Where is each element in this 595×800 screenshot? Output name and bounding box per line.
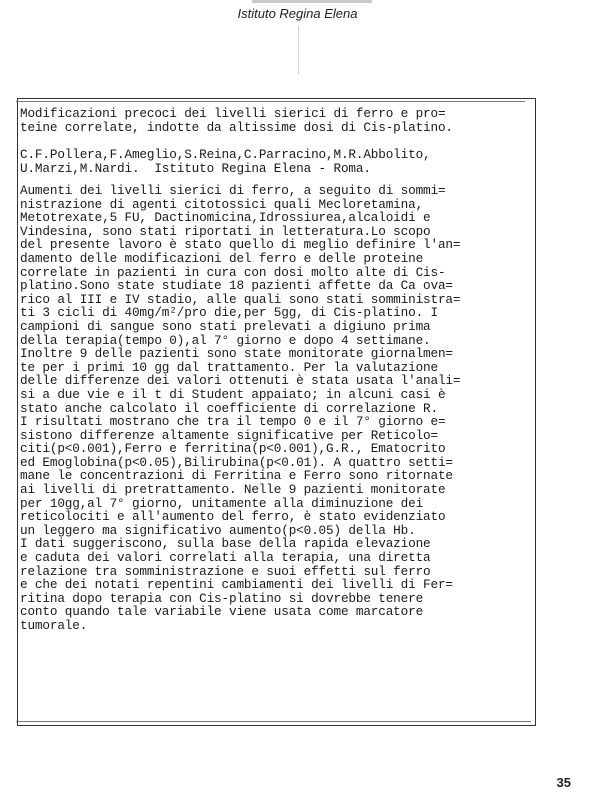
abstract-authors: C.F.Pollera,F.Ameglio,S.Reina,C.Parracino,M.R.Abbolito, U.Marzi,M.Nardi. Istituto Regina Elena - Roma. — [20, 147, 431, 176]
header-rule — [252, 0, 372, 3]
header-tick-mark — [298, 26, 299, 74]
abstract-title: Modificazioni precoci dei livelli sierici di ferro e pro= teine correlate, indotte da altissime dosi di Cis-platino. — [20, 106, 453, 135]
header-institute: Istituto Regina Elena — [237, 6, 358, 21]
abstract-body: Aumenti dei livelli sierici di ferro, a seguito di sommi= nistrazione di agenti citotossici quali Mecloretamina, Metotrexate,5 FU, Dactinomicina,Idrossiurea,alcaloidi e Vindesina, sono stati riportati in letteratura.Lo scopo del presente lavoro è stato quello di meglio definire l'an= damento delle modificazioni del ferro e delle proteine correlate in pazienti in cura con dosi molto alte di Cis- platino.Sono state studiate 18 pazienti affette da Ca ova= rico al III e IV stadio, alle quali sono stati somministra= ti 3 cicli di 40mg/m²/pro die,per 5gg, di Cis-platino. I campioni di sangue sono stati prelevati a digiuno prima della terapia(tempo 0),al 7° giorno e dopo 4 settimane. Inoltre 9 delle pazienti sono state monitorate giornalmen= te per i primi 10 gg dal trattamento. Per la valutazione delle differenze dei valori ottenuti è stata usata l'anali= si a due vie e il t di Student appaiato; in alcuni casi è stato anche calcolato il coefficiente di correlazione R. I risultati mostrano che tra il tempo 0 e il 7° giorno e= sistono differenze altamente significative per Reticolo= citi(p<0.001),Ferro e ferritina(p<0.001),G.R., Ematocrito ed Emoglobina(p<0.05),Bilirubina(p<0.01). A quattro setti= mane le concentrazioni di Ferritina e Ferro sono ritornate ai livelli di pretrattamento. Nelle 9 pazienti monitorate per 10gg,al 7° giorno, unitamente alla diminuzione dei reticolociti e all'aumento del ferro, è stato evidenziato un leggero ma significativo aumento(p<0.05) della Hb. I dati suggeriscono, sulla base della rapida elevazione e caduta dei valori correlati alla terapia, una diretta relazione tra somministrazione e suoi effetti sul ferro e che dei notati repentini cambiamenti dei livelli di Fer= ritina dopo terapia con Cis-platino si dovrebbe tenere conto quando tale variabile viene usata come marcatore tumorale. — [20, 183, 461, 633]
page-number: 35 — [556, 775, 571, 790]
